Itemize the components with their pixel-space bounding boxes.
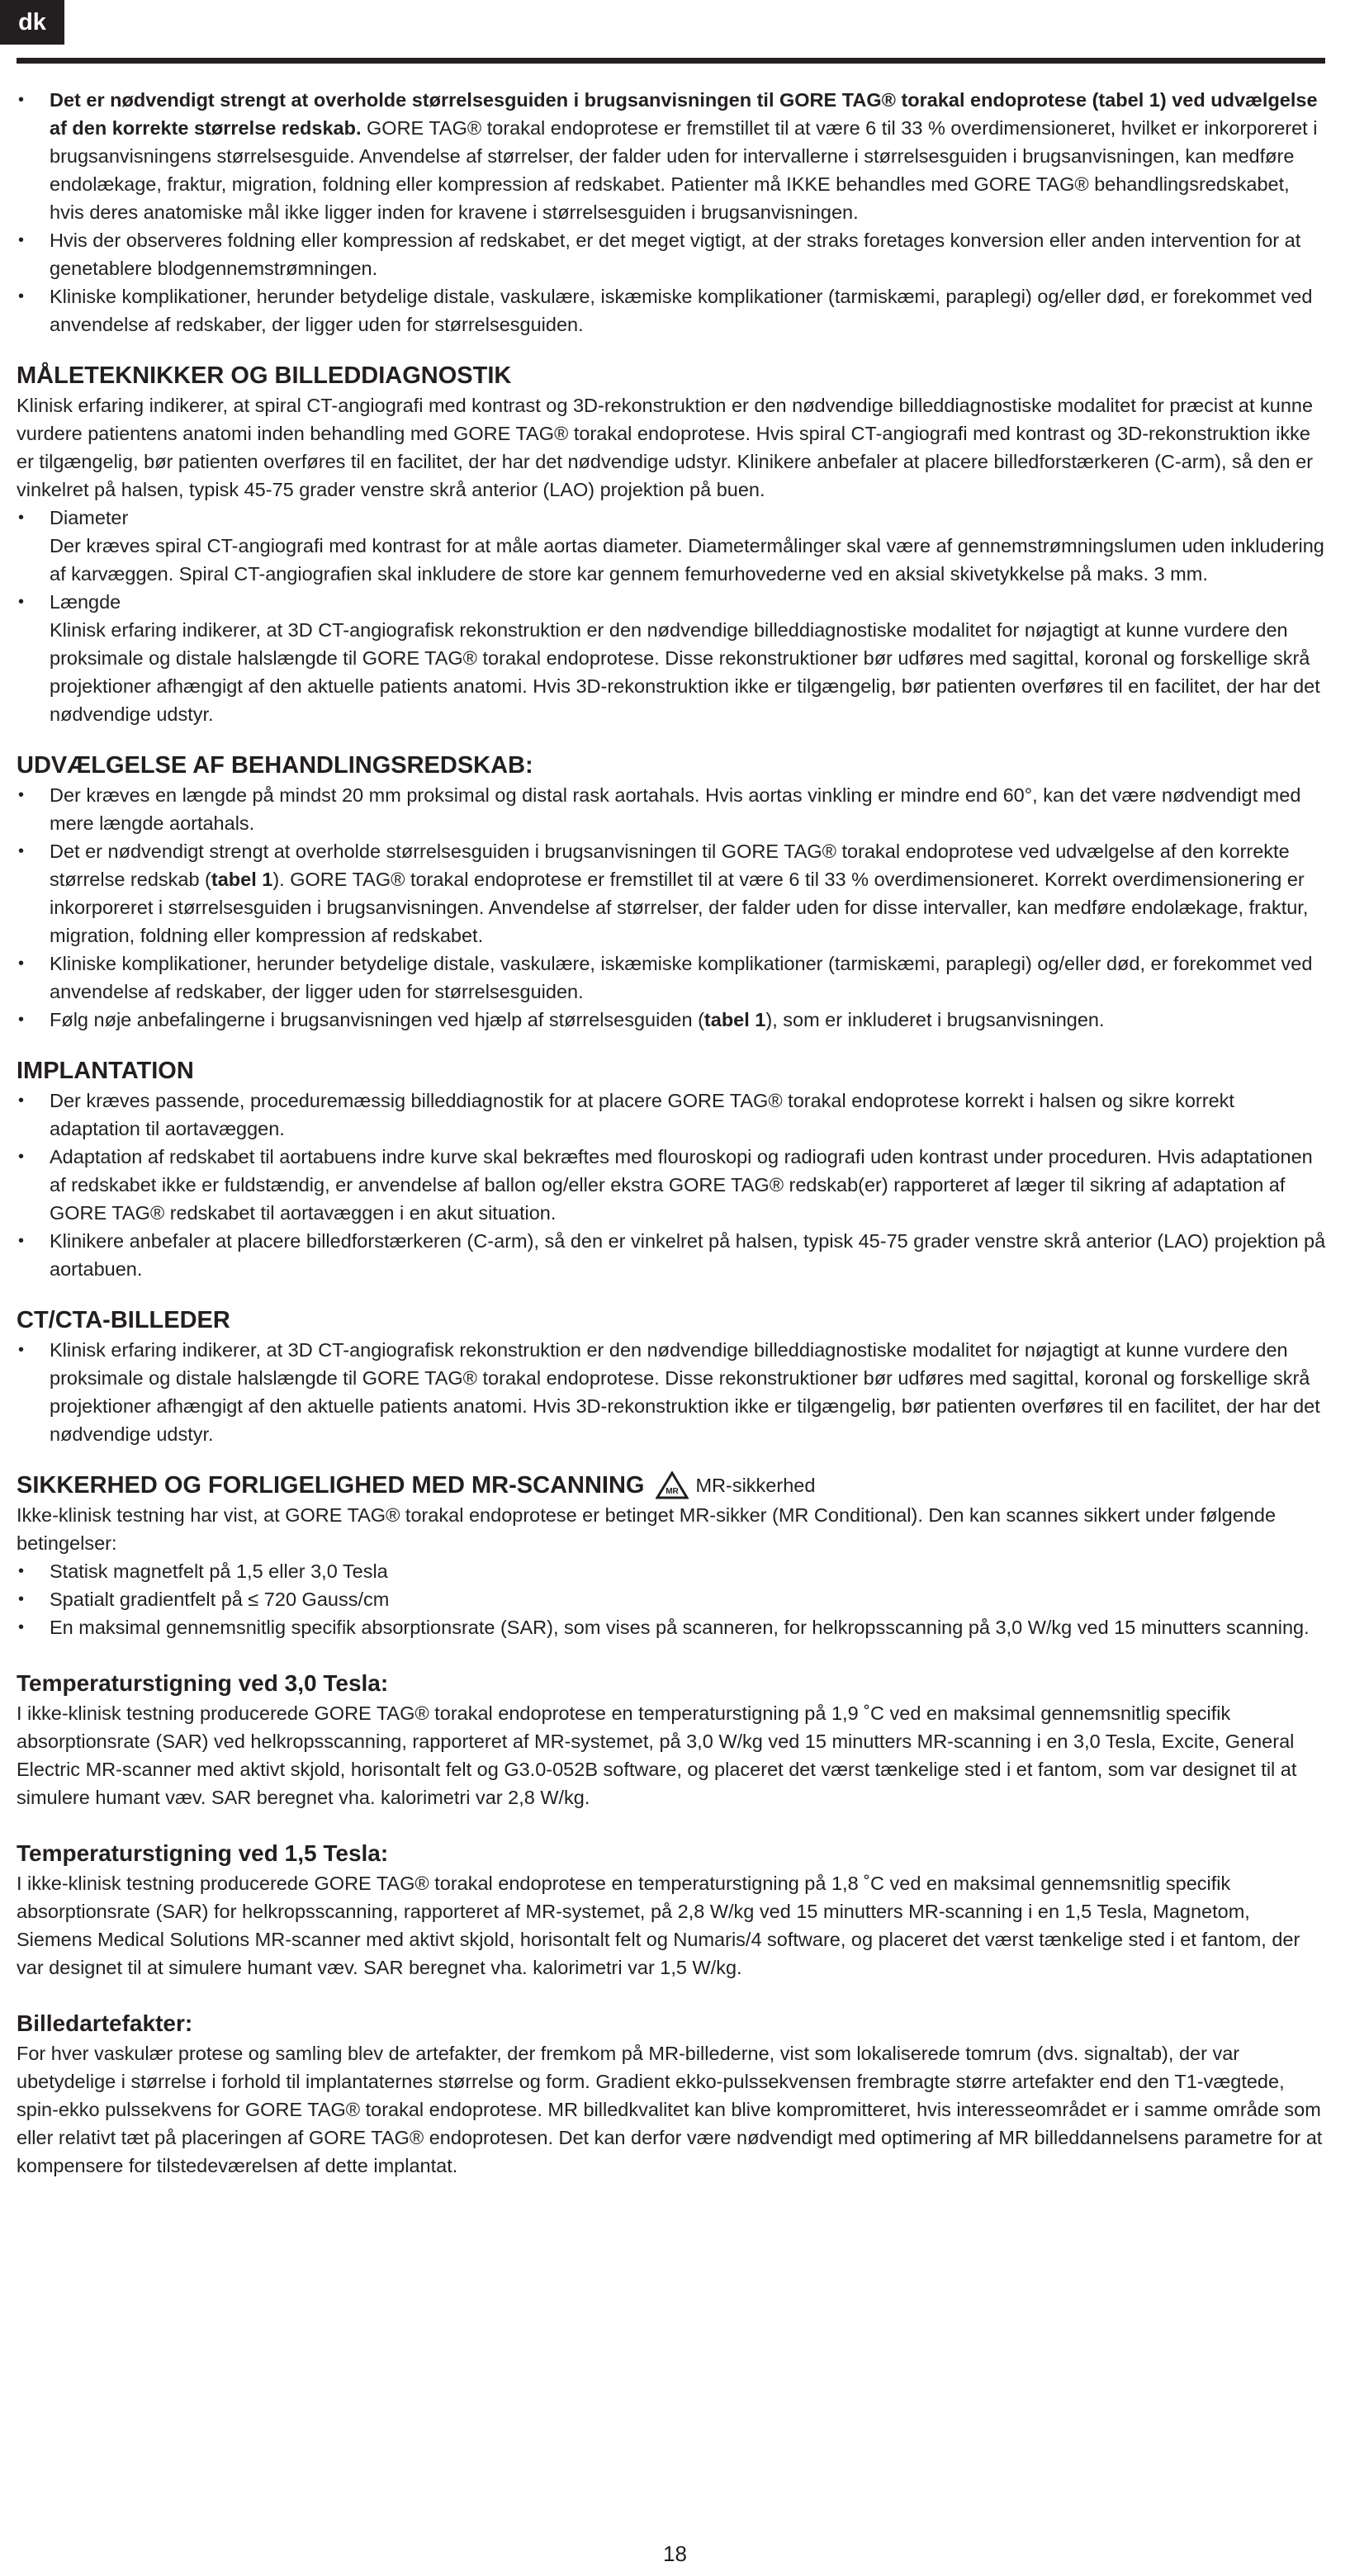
artifacts-text: For hver vaskulær protese og samling blev de artefakter, der fremkom på MR-billederne, vist som lokaliserede tomrum (dvs. signaltab), der var ubetydelige i størrelse i forhold til implantaternes størrelse og form. Gradient ekko-pulssekvensen frembragte større artefakter end den T1-vægtede, spin-ekko pulssekvens for GORE TAG® torakal endoprotese. MR billedkvalitet kan blive kompromitteret, hvis interesseområdet er i samme område som eller relativt tæt på placeringen af GORE TAG® endoprotesen. Det kan derfor være nødvendigt med optimering af MR billeddannelsens parametre for at kompensere for tilstedeværelsen af dette implantat. bbox=[17, 2043, 1323, 2176]
item-text: Klinisk erfaring indikerer, at 3D CT-angiografisk rekonstruktion er den nødvendige billeddiagnostiske modalitet for nøjagtigt at kunne vurdere den proksimale og distale halslængde til GORE TAG® torakal endoprotese. Disse rekonstruktioner bør udføres med sagittal, koronal og forskellige skrå projektioner afhængigt af den aktuelle patients anatomi. Hvis 3D-rekonstruktion ikke er tilgængelig, bør patienten overføres til en facilitet, der har det nødvendige udstyr. bbox=[50, 619, 1320, 725]
warning-bold: Det er nødvendigt strengt at overholde størrelsesguiden i brugsanvisningen til GORE TAG® torakal endoprotese (tabel 1) ved udvælgelse af den korrekte størrelse redskab. bbox=[50, 89, 1318, 139]
temp-30-text: I ikke-klinisk testning producerede GORE TAG® torakal endoprotese en temperaturstigning på 1,9 ˚C ved en maksimal gennemsnitlig specifik absorptionsrate (SAR) ved helkropsscanning, rapporteret af MR-systemet, på 3,0 W/kg ved 15 minutters MR-scanning i en 3,0 Tesla, Excite, General Electric MR-scanner med aktivt skjold, horisontalt felt og G3.0-052B software, og placeret det værst tænkelige sted i et fantom, som var designet til at simulere humant væv. SAR beregnet vha. kalorimetri var 2,8 W/kg. bbox=[17, 1702, 1297, 1808]
item-text: Spatialt gradientfelt på ≤ 720 Gauss/cm bbox=[50, 1589, 390, 1610]
item-label: Diameter bbox=[50, 507, 129, 528]
header-rule bbox=[17, 58, 1325, 64]
warning-text: GORE TAG® torakal endoprotese er fremstillet til at være 6 til 33 % overdimensioneret, hvilket er inkorporeret i brugsanvisningens størrelsesguide. Anvendelse af størrelser, der falder uden for intervallerne i størrelsesguiden i brugsanvisningen, kan medføre endolækage, fraktur, migration, foldning eller kompression af redskabet. Patienter må IKKE behandles med GORE TAG® behandlingsredskabet, hvis deres anatomiske mål ikke ligger inden for kravene i størrelsesguiden i brugsanvisningen. bbox=[50, 117, 1318, 223]
subsection-title-artifacts: Billedartefakter: bbox=[17, 2010, 193, 2036]
table-reference: tabel 1 bbox=[703, 1009, 766, 1030]
table-reference: tabel 1 bbox=[211, 869, 273, 890]
section-title-selection: UDVÆLGELSE AF BEHANDLINGSREDSKAB: bbox=[17, 752, 533, 779]
bullet-mark: • bbox=[18, 954, 25, 973]
page-number: 18 bbox=[663, 2541, 687, 2566]
bullet-mark: • bbox=[18, 1232, 25, 1250]
bullet-mark: • bbox=[18, 1011, 25, 1029]
measurement-intro: Klinisk erfaring indikerer, at spiral CT-angiografi med kontrast og 3D-rekonstruktion er den nødvendige billeddiagnostiske modalitet for præcist at kunne vurdere patientens anatomi inden behandling med GORE TAG® torakal endoprotese. Hvis spiral CT-angiografi med kontrast og 3D-rekonstruktion ikke er tilgængelig, bør patienten overføres til en facilitet, der har det nødvendige udstyr. Klinikere anbefaler at placere billedforstærkeren (C-arm), så den er vinkelret på halsen, typisk 45-75 grader venstre skrå anterior (LAO) projektion på buen. bbox=[17, 395, 1314, 500]
item-text: ). GORE TAG® torakal endoprotese er fremstillet til at være 6 til 33 % overdimensioneret. Korrekt overdimensionering er inkorporeret i størrelsesguiden i brugsanvisningen. Anvendelse af størrelser, der falder uden for disse intervaller, kan medføre endolækage, fraktur, migration, foldning eller kompression af redskabet. bbox=[50, 869, 1309, 946]
mr-conditional-icon bbox=[656, 1471, 689, 1499]
language-tab: dk bbox=[0, 0, 64, 45]
item-text: Der kræves passende, proceduremæssig billeddiagnostik for at placere GORE TAG® torakal endoprotese korrekt i halsen og sikre korrekt adaptation til aortavæggen. bbox=[50, 1090, 1234, 1139]
list-item bbox=[17, 588, 1328, 728]
bullet-mark: • bbox=[18, 1341, 25, 1359]
list-item bbox=[17, 949, 1328, 1006]
document-body bbox=[17, 86, 1328, 2180]
mri-conditions-list bbox=[17, 1557, 1328, 1641]
list-item bbox=[17, 1006, 1328, 1034]
bullet-mark: • bbox=[18, 1091, 25, 1110]
ct-list bbox=[17, 1336, 1328, 1448]
list-item bbox=[17, 1227, 1328, 1283]
subsection-title-temp-15: Temperaturstigning ved 1,5 Tesla: bbox=[17, 1840, 389, 1866]
list-item bbox=[17, 504, 1328, 588]
list-item bbox=[17, 1613, 1328, 1641]
item-text: Der kræves en længde på mindst 20 mm proksimal og distal rask aortahals. Hvis aortas vinkling er mindre end 60°, kan det være nødvendigt med mere længde aortahals. bbox=[50, 784, 1301, 834]
measurement-list bbox=[17, 504, 1328, 728]
item-text: Klinikere anbefaler at placere billedforstærkeren (C-arm), så den er vinkelret på halsen, typisk 45-75 grader venstre skrå anterior (LAO) projektion på aortabuen. bbox=[50, 1230, 1326, 1280]
item-label: Længde bbox=[50, 591, 121, 613]
mr-safety-label: MR-sikkerhed bbox=[695, 1475, 816, 1496]
list-item bbox=[17, 1585, 1328, 1613]
item-text: Kliniske komplikationer, herunder betydelige distale, vaskulære, iskæmiske komplikationer (tarmiskæmi, paraplegi) og/eller død, er forekommet ved anvendelse af redskaber, der ligger uden for størrelsesguiden. bbox=[50, 953, 1313, 1002]
mri-title-text: SIKKERHED OG FORLIGELIGHED MED MR-SCANNING bbox=[17, 1472, 645, 1499]
implantation-list bbox=[17, 1087, 1328, 1283]
bullet-mark: • bbox=[18, 593, 25, 611]
temp-15-text: I ikke-klinisk testning producerede GORE TAG® torakal endoprotese en temperaturstigning på 1,8 ˚C ved en maksimal gennemsnitlig specifik absorptionsrate (SAR) for helkropsscanning, rapporteret af MR-systemet, på 2,8 W/kg ved 15 minutters MR-scanning i en 1,5 Tesla, Magnetom, Siemens Medical Solutions MR-scanner med aktivt skjold, horisontalt felt og Numaris/4 software, og placeret det værst tænkelige sted i et fantom, der var designet til at simulere humant væv. SAR beregnet vha. kalorimetri var 1,5 W/kg. bbox=[17, 1873, 1300, 1978]
section-title-mri bbox=[17, 1470, 1328, 1501]
bullet-mark: • bbox=[18, 91, 25, 109]
mri-intro: Ikke-klinisk testning har vist, at GORE TAG® torakal endoprotese er betinget MR-sikker (MR Conditional). Den kan scannes sikkert under følgende betingelser: bbox=[17, 1504, 1277, 1554]
warning-text: Kliniske komplikationer, herunder betydelige distale, vaskulære, iskæmiske komplikationer (tarmiskæmi, paraplegi) og/eller død, er forekommet ved anvendelse af redskaber, der ligger uden for størrelsesguiden. bbox=[50, 286, 1313, 335]
warning-text: Hvis der observeres foldning eller kompression af redskabet, er det meget vigtigt, at der straks foretages konversion eller anden intervention for at genetablere blodgennemstrømningen. bbox=[50, 230, 1301, 279]
bullet-mark: • bbox=[18, 1562, 25, 1580]
item-text: Det er nødvendigt strengt at overholde størrelsesguiden i brugsanvisningen til GORE TAG® torakal endoprotese ved udvælgelse af den korrekte størrelse redskab ( bbox=[50, 841, 1290, 890]
list-item bbox=[17, 282, 1328, 339]
mr-icon-text: MR bbox=[666, 1487, 680, 1496]
section-title-measurement: MÅLETEKNIKKER OG BILLEDDIAGNOSTIK bbox=[17, 362, 512, 389]
bullet-mark: • bbox=[18, 231, 25, 249]
list-item bbox=[17, 837, 1328, 949]
list-item bbox=[17, 226, 1328, 282]
item-text: Adaptation af redskabet til aortabuens indre kurve skal bekræftes med flouroskopi og radiografi uden kontrast under proceduren. Hvis adaptationen af redskabet ikke er fuldstændig, er anvendelse af ballon og/eller ekstra GORE TAG® redskab(er) rapporteret af læger til sikring af adaptation af GORE TAG® redskabet til aortavæggen i en akut situation. bbox=[50, 1146, 1313, 1224]
item-text: Følg nøje anbefalingerne i brugsanvisningen ved hjælp af størrelsesguiden ( bbox=[50, 1009, 704, 1030]
section-title-implantation: IMPLANTATION bbox=[17, 1058, 194, 1084]
list-item bbox=[17, 1336, 1328, 1448]
item-text: Statisk magnetfelt på 1,5 eller 3,0 Tesla bbox=[50, 1560, 388, 1582]
list-item bbox=[17, 1557, 1328, 1585]
bullet-mark: • bbox=[18, 1148, 25, 1166]
subsection-title-temp-30: Temperaturstigning ved 3,0 Tesla: bbox=[17, 1670, 389, 1696]
list-item bbox=[17, 781, 1328, 837]
list-item bbox=[17, 1087, 1328, 1143]
bullet-mark: • bbox=[18, 287, 25, 305]
bullet-mark: • bbox=[18, 509, 25, 527]
item-text: ), som er inkluderet i brugsanvisningen. bbox=[765, 1009, 1105, 1030]
section-title-ct: CT/CTA-BILLEDER bbox=[17, 1307, 230, 1333]
bullet-mark: • bbox=[18, 1618, 25, 1636]
bullet-mark: • bbox=[18, 842, 25, 860]
list-item bbox=[17, 1143, 1328, 1227]
intro-warnings bbox=[17, 86, 1328, 339]
item-text: Klinisk erfaring indikerer, at 3D CT-angiografisk rekonstruktion er den nødvendige billeddiagnostiske modalitet for nøjagtigt at kunne vurdere den proksimale og distale halslængde til GORE TAG® torakal endoprotese. Disse rekonstruktioner bør udføres med sagittal, koronal og forskellige skrå projektioner afhængigt af den aktuelle patients anatomi. Hvis 3D-rekonstruktion ikke er tilgængelig, bør patienten overføres til en facilitet, der har det nødvendige udstyr. bbox=[50, 1339, 1320, 1445]
list-item bbox=[17, 86, 1328, 226]
selection-list bbox=[17, 781, 1328, 1034]
bullet-mark: • bbox=[18, 786, 25, 804]
bullet-mark: • bbox=[18, 1590, 25, 1608]
item-text: En maksimal gennemsnitlig specifik absorptionsrate (SAR), som vises på scanneren, for helkropsscanning på 3,0 W/kg ved 15 minutters scanning. bbox=[50, 1617, 1310, 1638]
item-text: Der kræves spiral CT-angiografi med kontrast for at måle aortas diameter. Diametermålinger skal være af gennemstrømningslumen uden inkludering af karvæggen. Spiral CT-angiografien skal inkludere de store kar gennem femurhovederne ved en aksial skivetykkelse på maks. 3 mm. bbox=[50, 535, 1324, 585]
